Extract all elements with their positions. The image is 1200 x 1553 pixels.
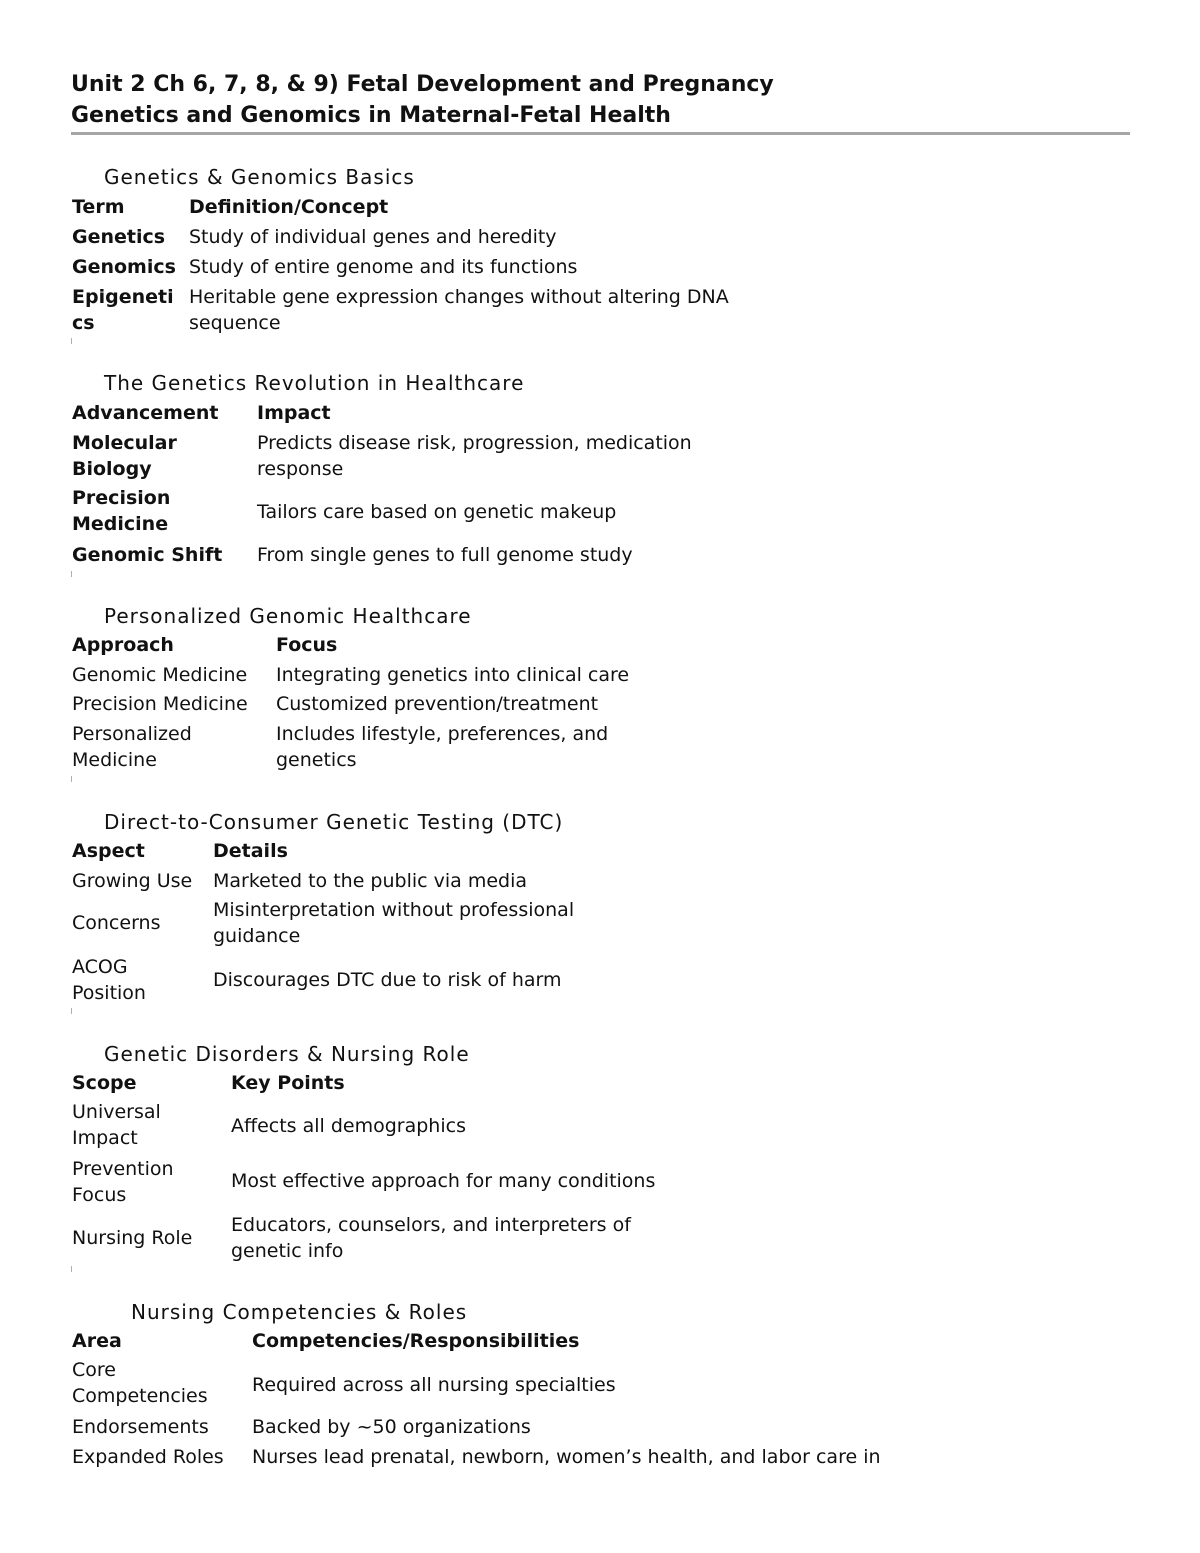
table-cell: Nursing Role (72, 1227, 193, 1249)
table-end-marker (71, 338, 72, 344)
table-cell: Integrating genetics into clinical care (276, 664, 630, 686)
table-header: Area (72, 1330, 122, 1352)
table-cell: Most effective approach for many conditions (231, 1170, 656, 1192)
table-cell: Genomic Medicine (72, 664, 248, 686)
document-title: Unit 2 Ch 6, 7, 8, & 9) Fetal Development and Pregnancy (71, 72, 774, 97)
table-cell: Study of entire genome and its functions (189, 256, 578, 278)
table-cell: From single genes to full genome study (257, 544, 633, 566)
table-header: Approach (72, 634, 174, 656)
table-end-marker (71, 776, 72, 782)
table-cell: Genomics (72, 256, 176, 278)
table-cell: Heritable gene expression changes without altering DNA sequence (189, 286, 729, 334)
table-header: Details (213, 840, 288, 862)
section-title: Genetics & Genomics Basics (104, 165, 415, 189)
section-title: Nursing Competencies & Roles (131, 1300, 468, 1324)
table-cell: Required across all nursing specialties (252, 1374, 616, 1396)
table-cell: Genomic Shift (72, 544, 223, 566)
table-header: Definition/Concept (189, 196, 389, 218)
table-cell: Expanded Roles (72, 1446, 224, 1468)
title-divider (71, 132, 1130, 135)
table-header: Focus (276, 634, 338, 656)
table-cell: Prevention Focus (72, 1158, 174, 1206)
table-cell: Discourages DTC due to risk of harm (213, 969, 562, 991)
table-cell: Epigeneti cs (72, 286, 174, 334)
table-cell: Core Competencies (72, 1359, 208, 1407)
section-title: Genetic Disorders & Nursing Role (104, 1042, 470, 1066)
table-cell: Backed by ~50 organizations (252, 1416, 531, 1438)
table-cell: Personalized Medicine (72, 723, 192, 771)
table-cell: ACOG Position (72, 956, 146, 1004)
table-header: Aspect (72, 840, 145, 862)
table-cell: Educators, counselors, and interpreters of genetic info (231, 1214, 631, 1262)
document-subtitle: Genetics and Genomics in Maternal-Fetal Health (71, 103, 671, 128)
table-end-marker (71, 1266, 72, 1272)
table-cell: Precision Medicine (72, 693, 248, 715)
table-header: Competencies/Responsibilities (252, 1330, 580, 1352)
table-cell: Genetics (72, 226, 166, 248)
table-header: Impact (257, 402, 331, 424)
table-header: Key Points (231, 1072, 345, 1094)
table-cell: Nurses lead prenatal, newborn, women’s health, and labor care in (252, 1446, 881, 1468)
table-cell: Marketed to the public via media (213, 870, 528, 892)
table-cell: Affects all demographics (231, 1115, 466, 1137)
table-cell: Customized prevention/treatment (276, 693, 599, 715)
table-cell: Tailors care based on genetic makeup (257, 501, 617, 523)
table-cell: Includes lifestyle, preferences, and genetics (276, 723, 609, 771)
table-end-marker (71, 1008, 72, 1014)
table-cell: Concerns (72, 912, 161, 934)
table-cell: Growing Use (72, 870, 193, 892)
table-cell: Endorsements (72, 1416, 209, 1438)
table-cell: Predicts disease risk, progression, medication response (257, 432, 692, 480)
section-title: Personalized Genomic Healthcare (104, 604, 472, 628)
table-cell: Misinterpretation without professional guidance (213, 899, 575, 947)
table-header: Advancement (72, 402, 219, 424)
table-cell: Universal Impact (72, 1101, 161, 1149)
table-end-marker (71, 571, 72, 577)
table-cell: Study of individual genes and heredity (189, 226, 557, 248)
section-title: Direct-to-Consumer Genetic Testing (DTC) (104, 810, 564, 834)
table-header: Scope (72, 1072, 137, 1094)
table-header: Term (72, 196, 125, 218)
section-title: The Genetics Revolution in Healthcare (104, 371, 525, 395)
table-cell: Molecular Biology (72, 432, 177, 480)
table-cell: Precision Medicine (72, 487, 171, 535)
